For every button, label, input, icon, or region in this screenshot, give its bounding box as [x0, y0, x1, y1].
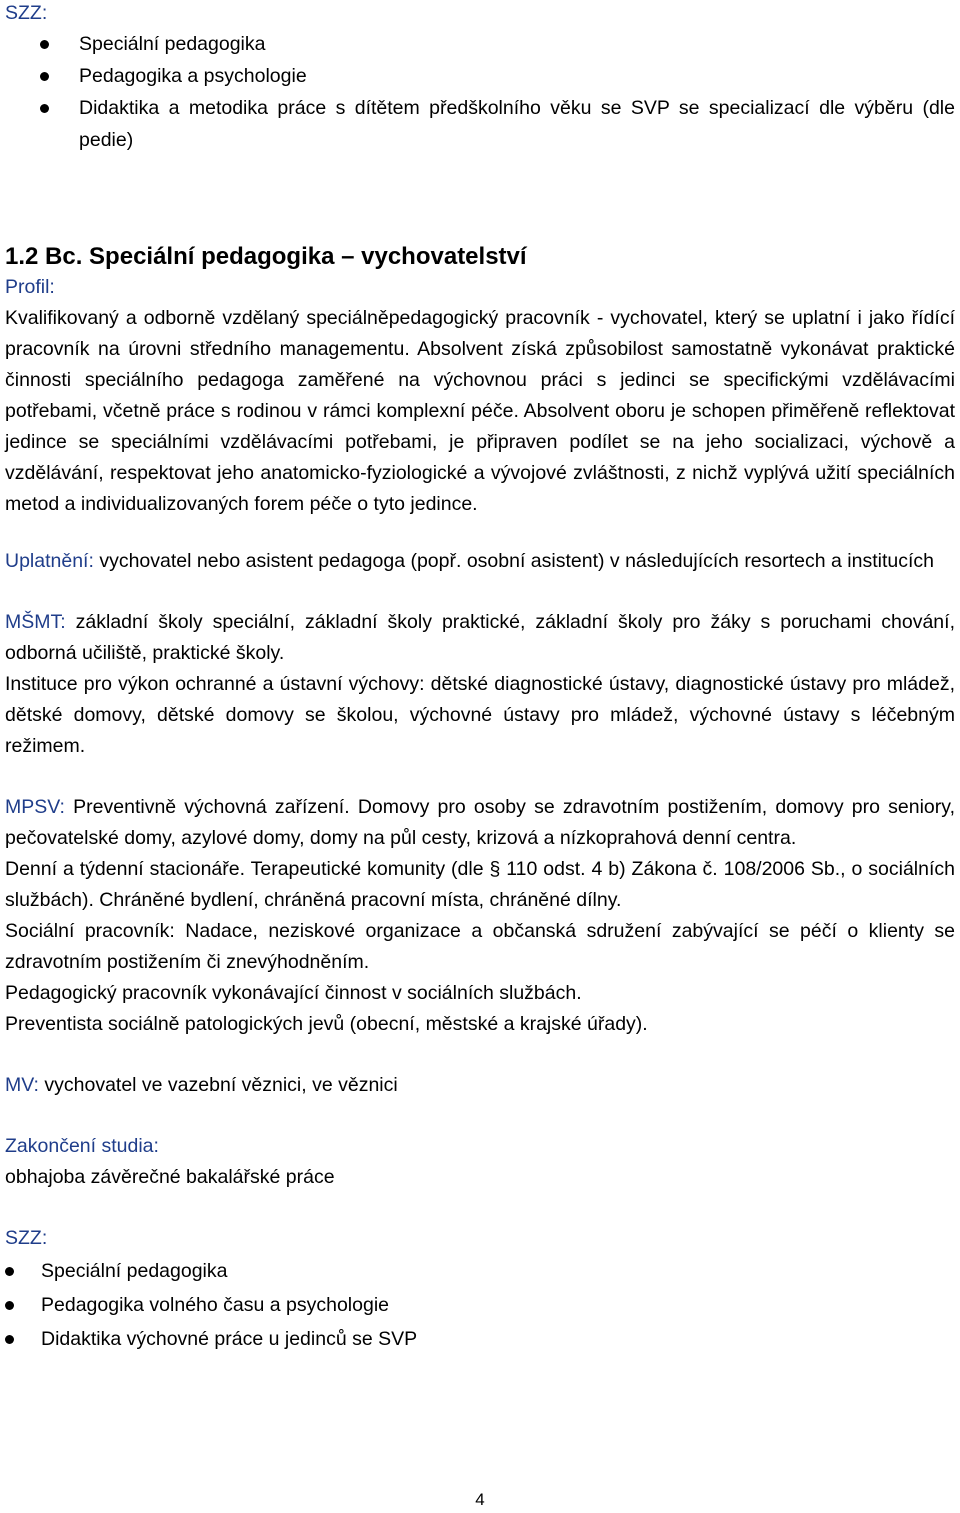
- msmt-paragraph: [5, 607, 955, 669]
- mpsv-pedagogicky: Pedagogický pracovník vykonávající činnost v sociálních službách.: [5, 982, 582, 1004]
- zakonceni-text: obhajoba závěrečné bakalářské práce: [5, 1166, 335, 1188]
- section-title: 1.2 Bc. Speciální pedagogika – vychovatelství: [5, 243, 527, 270]
- szz-label-top: SZZ:: [5, 2, 48, 24]
- uplatneni-paragraph: [5, 546, 955, 577]
- list-item: Didaktika a metodika práce s dítětem předškolního věku se SVP se specializací dle výběru (dle pedie): [5, 92, 955, 156]
- mv-label: MV:: [5, 1074, 39, 1096]
- list-item: Speciální pedagogika: [5, 1254, 955, 1288]
- uplatneni-label: Uplatnění:: [5, 550, 94, 572]
- list-item: Didaktika výchovné práce u jedinců se SVP: [5, 1322, 955, 1356]
- szz-list-top: [5, 28, 955, 156]
- mv-text: vychovatel ve vazební věznici, ve věznici: [44, 1074, 398, 1096]
- mpsv-socialni: Sociální pracovník: Nadace, neziskové organizace a občanská sdružení zabývající se péčí o klienty se zdravotním postižením či znevýhodněním.: [5, 920, 955, 973]
- mpsv-paragraph: [5, 792, 955, 854]
- profile-label: Profil:: [5, 276, 55, 298]
- mpsv-stacionare: Denní a týdenní stacionáře. Terapeutické komunity (dle § 110 odst. 4 b) Zákona č. 108/2006 Sb., o sociálních službách). Chráněné bydlení, chráněná pracovní místa, chráněné dílny.: [5, 858, 955, 911]
- list-item: Pedagogika volného času a psychologie: [5, 1288, 955, 1322]
- mpsv-preventista: Preventista sociálně patologických jevů (obecní, městské a krajské úřady).: [5, 1013, 648, 1035]
- page-number: 4: [475, 1490, 485, 1509]
- profile-text: Kvalifikovaný a odborně vzdělaný speciálněpedagogický pracovník - vychovatel, který se uplatní i jako řídící pracovník na úrovni středního managementu. Absolvent získá způsobilost samostatně vykonávat praktické činnosti speciálního pedagoga zaměřené na výchovnou práci s jedinci se specifickými vzdělávacími potřebami, včetně práce s rodinou v rámci komplexní péče. Absolvent oboru je schopen přiměřeně reflektovat jedince se speciálními vzdělávacími potřebami, je připraven podílet se na jeho socializaci, výchově a vzdělávání, respektovat jeho anatomicko-fyziologické a vývojové zvláštnosti, z nichž vyplývá užití speciálních metod a individualizovaných forem péče o tyto jedince.: [5, 307, 955, 515]
- szz-list: [5, 1254, 955, 1356]
- szz-label: SZZ:: [5, 1227, 48, 1249]
- mv-paragraph: [5, 1070, 955, 1101]
- mpsv-label: MPSV:: [5, 796, 65, 818]
- zakonceni-label: Zakončení studia:: [5, 1135, 159, 1157]
- mpsv-text: Preventivně výchovná zařízení. Domovy pro osoby se zdravotním postižením, domovy pro seniory, pečovatelské domy, azylové domy, domy na půl cesty, krizová a nízkoprahová denní centra.: [5, 796, 955, 849]
- uplatneni-text: vychovatel nebo asistent pedagoga (popř. osobní asistent) v následujících resortech a institucích: [99, 550, 934, 572]
- list-item: Speciální pedagogika: [5, 28, 955, 60]
- msmt-institutions: Instituce pro výkon ochranné a ústavní výchovy: dětské diagnostické ústavy, diagnostické ústavy pro mládež, dětské domovy, dětské domovy se školou, výchovné ústavy pro mládež, výchovné ústavy s léčebným režimem.: [5, 673, 955, 757]
- list-item: Pedagogika a psychologie: [5, 60, 955, 92]
- msmt-label: MŠMT:: [5, 611, 66, 633]
- msmt-text: základní školy speciální, základní školy praktické, základní školy pro žáky s poruchami chování, odborná učiliště, praktické školy.: [5, 611, 955, 664]
- document-page: [5, 0, 955, 1356]
